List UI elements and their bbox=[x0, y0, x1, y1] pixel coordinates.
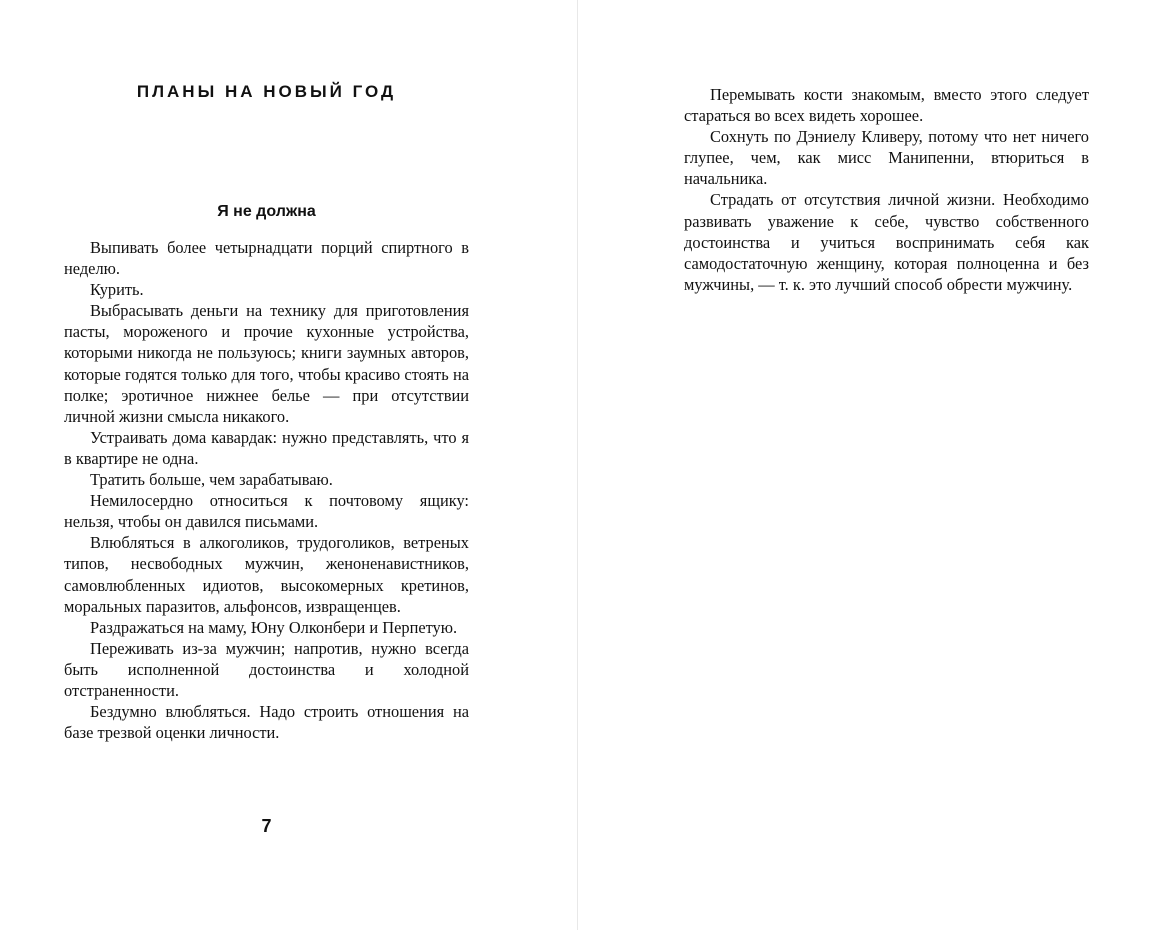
left-body-text bbox=[64, 237, 469, 743]
chapter-title: ПЛАНЫ НА НОВЫЙ ГОД bbox=[136, 82, 397, 101]
paragraph: Перемывать кости знакомым, вместо этого следует стараться во всех видеть хорошее. bbox=[684, 85, 1089, 126]
paragraph: Выбрасывать деньги на технику для приготовления пасты, мороженого и прочие кухонные устройства, которыми никогда не пользуюсь; книги заумных авторов, которые годятся только для того, чтобы красиво стоять на полке; эротичное нижнее белье — при отсутствии личной жизни смысла никакого. bbox=[64, 301, 469, 426]
paragraph: Сохнуть по Дэниелу Кливеру, потому что нет ничего глупее, чем, как мисс Манипенни, втюриться в начальника. bbox=[684, 127, 1089, 189]
right-body-text bbox=[684, 84, 1089, 295]
paragraph: Бездумно влюбляться. Надо строить отношения на базе трезвой оценки личности. bbox=[64, 702, 469, 743]
right-page bbox=[578, 0, 1155, 930]
page-number: 7 bbox=[261, 816, 272, 836]
paragraph: Влюбляться в алкоголиков, трудоголиков, ветреных типов, несвободных мужчин, женоненавистников, самовлюбленных идиотов, высокомерных кретинов, моральных паразитов, альфонсов, извращенцев. bbox=[64, 533, 469, 616]
paragraph: Немилосердно относиться к почтовому ящику: нельзя, чтобы он давился письмами. bbox=[64, 491, 469, 532]
section-title: Я не должна bbox=[217, 203, 316, 220]
paragraph: Курить. bbox=[90, 280, 144, 300]
paragraph: Страдать от отсутствия личной жизни. Необходимо развивать уважение к себе, чувство собственного достоинства и учиться воспринимать себя как самодостаточную женщину, которая полноценна и без мужчины, — т. к. это лучший способ обрести мужчину. bbox=[684, 190, 1089, 294]
left-page bbox=[0, 0, 577, 930]
paragraph: Выпивать более четырнадцати порций спиртного в неделю. bbox=[64, 238, 469, 279]
paragraph: Устраивать дома кавардак: нужно представлять, что я в квартире не одна. bbox=[64, 427, 469, 468]
paragraph: Тратить больше, чем зарабатываю. bbox=[90, 470, 333, 490]
paragraph: Раздражаться на маму, Юну Олконбери и Перпетую. bbox=[90, 617, 458, 637]
paragraph: Переживать из-за мужчин; напротив, нужно всегда быть исполненной достоинства и холодной отстраненности. bbox=[64, 638, 469, 700]
